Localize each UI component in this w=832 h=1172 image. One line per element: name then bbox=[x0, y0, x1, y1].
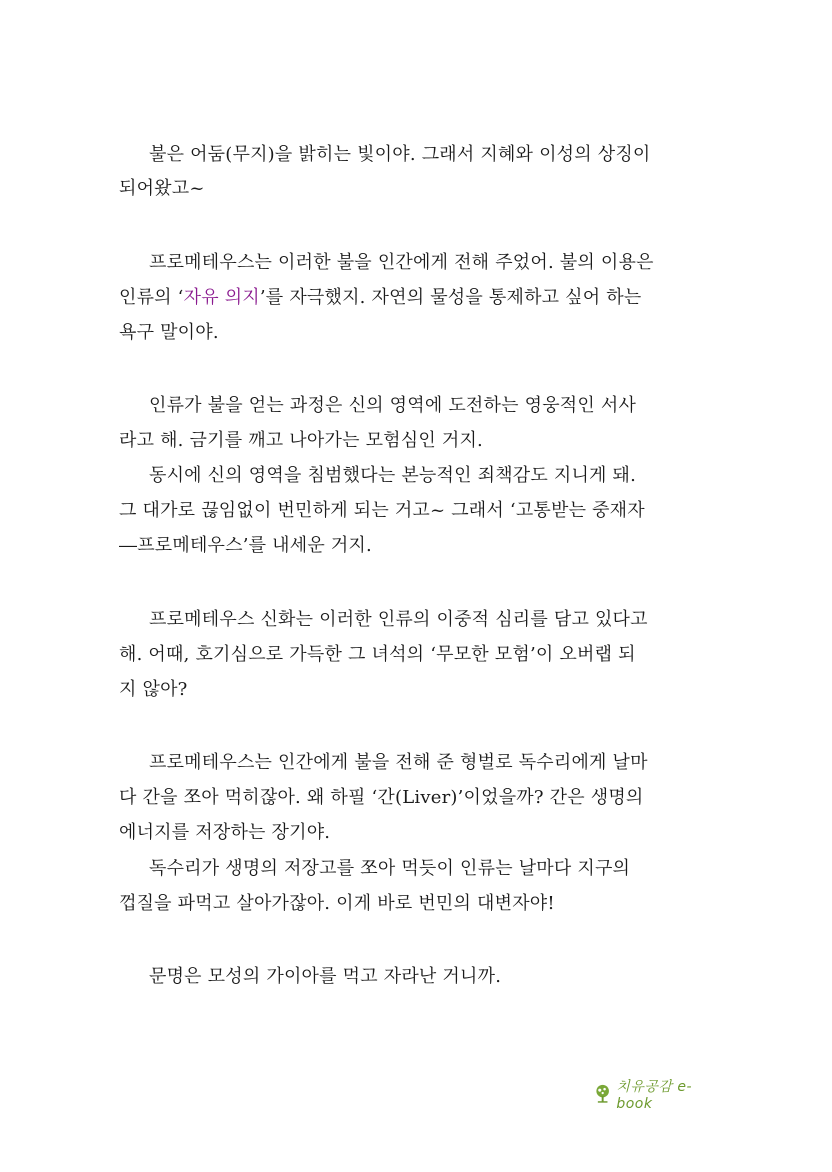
logo-text: 치유공감 e-book bbox=[616, 1079, 693, 1112]
paragraph-line: 프로메테우스 신화는 이러한 인류의 이중적 심리를 담고 있다고 bbox=[149, 609, 648, 630]
paragraph-line bbox=[119, 286, 713, 310]
paragraph-line: 문명은 모성의 가이아를 먹고 자라난 거니까. bbox=[149, 966, 502, 987]
paragraph-line: 프로메테우스는 인간에게 불을 전해 준 형벌로 독수리에게 날마 bbox=[149, 752, 648, 773]
paragraph-line: ―프로메테우스’를 내세운 거지. bbox=[119, 535, 372, 556]
tree-icon bbox=[594, 1084, 611, 1104]
paragraph-line: 지 않아? bbox=[119, 679, 188, 700]
paragraph-line: 다 간을 쪼아 먹히잖아. 왜 하필 ‘간(Liver)’이었을까? 간은 생명의 bbox=[119, 787, 644, 808]
paragraph-line: 프로메테우스는 이러한 불을 인간에게 전해 주었어. 불의 이용은 bbox=[149, 252, 654, 273]
text-span: ’를 자극했지. 자연의 물성을 통제하고 싶어 하는 bbox=[259, 287, 642, 308]
paragraph-line: 욕구 말이야. bbox=[119, 322, 219, 343]
paragraph-line: 해. 어때, 호기심으로 가득한 그 녀석의 ‘무모한 모험’이 오버랩 되 bbox=[119, 644, 636, 665]
highlighted-phrase: 자유 의지 bbox=[183, 287, 260, 308]
paragraph-line: 껍질을 파먹고 살아가잖아. 이게 바로 번민의 대변자야! bbox=[119, 893, 555, 914]
paragraph-line: 인류가 불을 얻는 과정은 신의 영역에 도전하는 영웅적인 서사 bbox=[149, 395, 637, 416]
paragraph-line: 독수리가 생명의 저장고를 쪼아 먹듯이 인류는 날마다 지구의 bbox=[149, 858, 631, 879]
paragraph-line: 라고 해. 금기를 깨고 나아가는 모험심인 거지. bbox=[119, 430, 483, 451]
paragraph-line: 동시에 신의 영역을 침범했다는 본능적인 죄책감도 지니게 돼. bbox=[149, 465, 637, 486]
ebook-logo bbox=[594, 1079, 724, 1112]
paragraph-line: 되어왔고~ bbox=[119, 178, 205, 199]
text-span: 인류의 ‘ bbox=[119, 287, 184, 308]
paragraph-line: 그 대가로 끊임없이 번민하게 되는 거고~ 그래서 ‘고통받는 중재자 bbox=[119, 500, 645, 521]
paragraph-line: 에너지를 저장하는 장기야. bbox=[119, 822, 331, 843]
paragraph-line: 불은 어둠(무지)을 밝히는 빛이야. 그래서 지혜와 이성의 상징이 bbox=[149, 144, 651, 165]
